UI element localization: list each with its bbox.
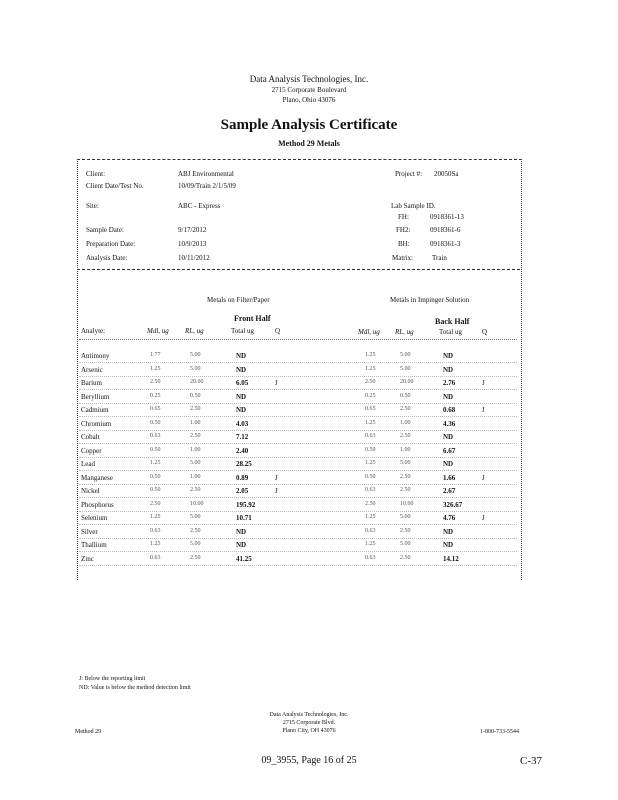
footer-method: Method 29 xyxy=(75,729,102,735)
cell-ftot: ND xyxy=(236,406,247,414)
cell-bmdl: 0.63 xyxy=(365,527,376,534)
matrix-value: Train xyxy=(432,254,447,262)
cell-bmdl: 0.50 xyxy=(365,446,376,453)
cell-bmdl: 1.25 xyxy=(365,460,376,466)
row-divider xyxy=(79,403,517,404)
cell-bmdl: 1.25 xyxy=(365,419,376,426)
cell-brl: 5.00 xyxy=(400,352,411,358)
document-subtitle: Method 29 Metals xyxy=(278,139,340,148)
cell-fmdl: 0.50 xyxy=(150,446,161,453)
cell-bmdl: 0.63 xyxy=(365,554,376,561)
cell-ftot: 28.25 xyxy=(236,460,252,468)
cell-analyte: Cobalt xyxy=(81,433,100,441)
site-value: ABC - Express xyxy=(178,202,221,210)
cell-btot: ND xyxy=(443,392,454,401)
front-half-label: Front Half xyxy=(234,314,271,323)
cell-brl: 2.50 xyxy=(400,554,411,561)
cell-fmdl: 1.25 xyxy=(150,460,161,466)
back-rl-header: RL, ug xyxy=(395,328,414,336)
cell-bmdl: 1.25 xyxy=(365,514,376,520)
cell-bmdl: 1.25 xyxy=(365,365,376,372)
lab-address-line2: Plano, Ohio 43076 xyxy=(282,96,336,104)
cell-bmdl: 1.25 xyxy=(365,352,376,358)
cell-analyte: Silver xyxy=(81,527,98,536)
cell-ftot: 195.92 xyxy=(236,500,256,509)
cell-frl: 2.50 xyxy=(190,527,201,534)
cell-fmdl: 0.65 xyxy=(150,406,161,412)
cell-fmdl: 1.25 xyxy=(150,365,161,372)
cell-frl: 5.00 xyxy=(190,541,201,547)
cell-analyte: Selenium xyxy=(81,514,108,522)
footer-company: Data Analysis Technologies, Inc. xyxy=(269,712,349,718)
cell-bmdl: 0.65 xyxy=(365,406,376,412)
client-date-value: 10/09/Train 2/1/5/09 xyxy=(178,182,236,190)
cell-fmdl: 1.77 xyxy=(150,352,161,358)
header-underline xyxy=(79,339,517,340)
row-divider xyxy=(79,538,517,539)
cell-brl: 2.50 xyxy=(400,406,411,412)
bh-label: BH: xyxy=(398,240,410,248)
cell-analyte: Copper xyxy=(81,446,102,455)
cell-brl: 1.00 xyxy=(400,446,411,453)
row-divider xyxy=(79,565,517,566)
cell-analyte: Barium xyxy=(81,379,102,387)
cell-brl: 10.00 xyxy=(400,500,414,507)
cell-fq: J xyxy=(275,487,278,495)
cell-fmdl: 0.63 xyxy=(150,433,161,439)
cell-analyte: Antimony xyxy=(81,352,110,360)
cell-btot: ND xyxy=(443,527,454,536)
cell-fmdl: 2.50 xyxy=(150,500,161,507)
lab-address-line1: 2715 Corporate Boulevard xyxy=(271,86,347,94)
lab-name: Data Analysis Technologies, Inc. xyxy=(249,74,369,84)
cell-analyte: Chromium xyxy=(81,419,112,428)
cell-bmdl: 2.50 xyxy=(365,500,376,507)
cell-brl: 1.00 xyxy=(400,419,411,426)
cell-frl: 20.00 xyxy=(190,379,204,385)
fh-label: FH: xyxy=(398,213,409,221)
prep-date-value: 10/9/2013 xyxy=(178,240,207,248)
cell-btot: ND xyxy=(443,460,454,468)
cell-ftot: 41.25 xyxy=(236,554,252,563)
back-mdl-header: Mdl, ug xyxy=(358,328,380,336)
cell-fq: J xyxy=(275,379,278,387)
cell-analyte: Thallium xyxy=(81,541,107,549)
cell-ftot: ND xyxy=(236,541,247,549)
row-divider xyxy=(79,511,517,512)
cell-ftot: 0.89 xyxy=(236,473,249,482)
cell-btot: ND xyxy=(443,433,454,441)
cell-frl: 0.50 xyxy=(190,392,201,399)
site-label: Site: xyxy=(86,202,99,210)
fh2-label: FH2: xyxy=(396,226,411,234)
cell-brl: 5.00 xyxy=(400,541,411,547)
cell-brl: 2.50 xyxy=(400,473,411,480)
row-divider xyxy=(79,389,517,390)
cell-btot: ND xyxy=(443,541,454,549)
cell-btot: 14.12 xyxy=(443,554,459,563)
cell-brl: 5.00 xyxy=(400,514,411,520)
cell-fmdl: 0.25 xyxy=(150,392,161,399)
cell-brl: 5.00 xyxy=(400,460,411,466)
cell-frl: 5.00 xyxy=(190,352,201,358)
cell-brl: 0.50 xyxy=(400,392,411,399)
row-divider xyxy=(79,443,517,444)
cell-frl: 5.00 xyxy=(190,514,201,520)
cell-btot: 0.68 xyxy=(443,406,456,414)
footer-city: Plano City, OH 43076 xyxy=(282,728,336,734)
cell-brl: 2.50 xyxy=(400,433,411,439)
cell-btot: 2.76 xyxy=(443,379,456,387)
cell-bq: J xyxy=(482,406,485,414)
analysis-date-value: 10/11/2012 xyxy=(178,254,210,262)
front-q-header: Q xyxy=(275,327,281,335)
footer-phone: 1-800-733-5544 xyxy=(480,729,519,735)
back-total-header: Total ug xyxy=(439,328,463,336)
row-divider xyxy=(79,524,517,525)
cell-frl: 5.00 xyxy=(190,365,201,372)
analysis-date-label: Analysis Date: xyxy=(86,254,128,262)
front-mdl-header: Mdl, ug xyxy=(147,327,169,335)
cell-bq: J xyxy=(482,379,485,387)
impinger-group-label: Metals in Impinger Solution xyxy=(390,296,470,304)
cell-ftot: ND xyxy=(236,527,247,536)
cell-frl: 2.50 xyxy=(190,406,201,412)
cell-brl: 2.50 xyxy=(400,487,411,493)
cell-btot: ND xyxy=(443,352,454,360)
cell-analyte: Phosphorus xyxy=(81,500,114,509)
cell-bq: J xyxy=(482,514,485,522)
cell-bq: J xyxy=(482,473,485,482)
cell-frl: 1.00 xyxy=(190,446,201,453)
row-divider xyxy=(79,362,517,363)
cell-frl: 5.00 xyxy=(190,460,201,466)
analyte-header: Analyte: xyxy=(81,327,106,335)
cell-brl: 20.00 xyxy=(400,379,414,385)
cell-bmdl: 0.50 xyxy=(365,473,376,480)
cell-ftot: 2.05 xyxy=(236,487,249,495)
cell-fq: J xyxy=(275,473,278,482)
cell-btot: 6.67 xyxy=(443,446,456,455)
cell-ftot: 6.05 xyxy=(236,379,249,387)
cell-btot: 326.67 xyxy=(443,500,463,509)
front-rl-header: RL, ug xyxy=(185,327,204,335)
fh-value: 0918361-13 xyxy=(430,213,464,221)
row-divider xyxy=(79,416,517,417)
row-divider xyxy=(79,470,517,471)
client-date-label: Client Date/Test No. xyxy=(86,182,144,190)
cell-ftot: ND xyxy=(236,392,247,401)
sample-date-value: 9/17/2012 xyxy=(178,226,207,234)
cell-ftot: 4.03 xyxy=(236,419,249,428)
cell-btot: 4.76 xyxy=(443,514,456,522)
row-divider xyxy=(79,551,517,552)
cell-analyte: Beryllium xyxy=(81,392,110,401)
project-label: Project #: xyxy=(395,170,423,178)
cell-bmdl: 0.63 xyxy=(365,433,376,439)
cell-brl: 2.50 xyxy=(400,527,411,534)
info-separator xyxy=(77,269,520,270)
cell-fmdl: 1.25 xyxy=(150,541,161,547)
cell-btot: ND xyxy=(443,365,454,374)
client-value: ABJ Environmental xyxy=(178,170,234,178)
cell-frl: 1.00 xyxy=(190,473,201,480)
cell-analyte: Cadmium xyxy=(81,406,109,414)
cell-bmdl: 2.50 xyxy=(365,379,376,385)
cell-bmdl: 0.63 xyxy=(365,487,376,493)
matrix-label: Matrix: xyxy=(392,254,413,262)
cell-analyte: Nickel xyxy=(81,487,100,495)
cell-bmdl: 0.25 xyxy=(365,392,376,399)
note-nd: ND: Value is below the method detection limit xyxy=(79,685,191,691)
page-code: C-37 xyxy=(520,755,542,767)
cell-fmdl: 0.50 xyxy=(150,419,161,426)
client-label: Client: xyxy=(86,170,106,178)
cell-analyte: Zinc xyxy=(81,554,94,563)
cell-brl: 5.00 xyxy=(400,365,411,372)
cell-frl: 2.50 xyxy=(190,433,201,439)
cell-ftot: 2.40 xyxy=(236,446,249,455)
note-j: J: Below the reporting limit xyxy=(79,676,146,682)
front-total-header: Total ug xyxy=(231,327,255,335)
back-q-header: Q xyxy=(482,328,488,336)
cell-fmdl: 0.50 xyxy=(150,487,161,493)
cell-btot: 4.36 xyxy=(443,419,456,428)
cell-ftot: 7.12 xyxy=(236,433,249,441)
page-number: 09_3955, Page 16 of 25 xyxy=(261,755,357,766)
document-title: Sample Analysis Certificate xyxy=(220,117,398,133)
cell-fmdl: 0.63 xyxy=(150,554,161,561)
row-divider xyxy=(79,497,517,498)
cell-analyte: Arsenic xyxy=(81,365,103,374)
cell-frl: 2.50 xyxy=(190,554,201,561)
filter-group-label: Metals on Filter/Paper xyxy=(207,296,270,304)
cell-ftot: ND xyxy=(236,365,247,374)
cell-analyte: Lead xyxy=(81,460,95,468)
cell-ftot: ND xyxy=(236,352,247,360)
bh-value: 0918361-3 xyxy=(430,240,461,248)
cell-frl: 1.00 xyxy=(190,419,201,426)
footer-address: 2715 Corporate Blvd. xyxy=(282,720,336,726)
sample-date-label: Sample Date: xyxy=(86,226,124,234)
cell-fmdl: 2.50 xyxy=(150,379,161,385)
back-half-label: Back Half xyxy=(435,317,470,326)
certificate-box xyxy=(77,159,522,580)
cell-frl: 2.50 xyxy=(190,487,201,493)
lab-sample-id-label: Lab Sample ID. xyxy=(391,202,436,210)
cell-frl: 10.00 xyxy=(190,500,204,507)
row-divider xyxy=(79,457,517,458)
row-divider xyxy=(79,376,517,377)
cell-bmdl: 1.25 xyxy=(365,541,376,547)
cell-fmdl: 0.50 xyxy=(150,473,161,480)
cell-fmdl: 0.63 xyxy=(150,527,161,534)
row-divider xyxy=(79,484,517,485)
prep-date-label: Preparation Date: xyxy=(86,240,136,248)
cell-btot: 2.67 xyxy=(443,487,456,495)
row-divider xyxy=(79,430,517,431)
project-value: 20050Sa xyxy=(434,170,459,178)
fh2-value: 0918361-6 xyxy=(430,226,461,234)
cell-fmdl: 1.25 xyxy=(150,514,161,520)
cell-analyte: Manganese xyxy=(81,473,113,482)
cell-ftot: 10.71 xyxy=(236,514,252,522)
cell-btot: 1.66 xyxy=(443,473,456,482)
